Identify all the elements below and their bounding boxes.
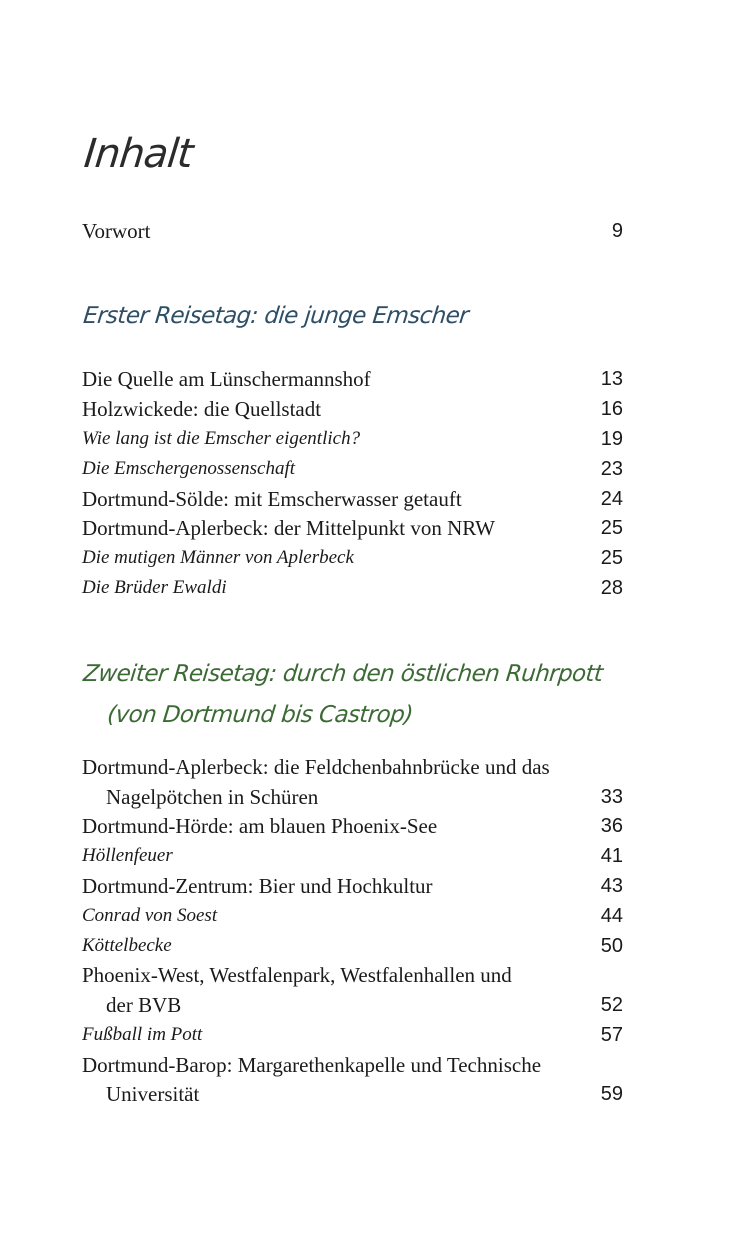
toc-entry[interactable] [82, 1050, 623, 1080]
toc-entry-title: Vorwort [82, 219, 151, 243]
toc-entry[interactable] [82, 424, 623, 454]
toc-entry-page: 36 [600, 815, 623, 837]
toc-entry[interactable] [82, 394, 623, 424]
toc-entry[interactable] [82, 931, 623, 961]
toc-entry[interactable] [82, 901, 623, 931]
toc-entry-title: Dortmund-Sölde: mit Emscherwasser getauft [82, 487, 462, 511]
toc-entry-page: 13 [600, 368, 623, 390]
toc-entry-title: Die Quelle am Lünschermannshof [82, 367, 371, 391]
toc-entry-page: 41 [600, 845, 623, 867]
toc-entry[interactable] [82, 543, 623, 573]
toc-entry[interactable] [82, 484, 623, 514]
section-heading-day-2-subtitle: (von Dortmund bis Castrop) [106, 702, 414, 728]
toc-entry[interactable] [82, 364, 623, 394]
toc-entry-continuation[interactable] [82, 782, 623, 812]
toc-entry-title: Die mutigen Männer von Aplerbeck [82, 547, 354, 568]
toc-entry-page: 23 [600, 458, 623, 480]
toc-entry-page: 44 [600, 905, 623, 927]
toc-entry-page: 43 [600, 875, 623, 897]
toc-entry[interactable] [82, 960, 623, 990]
toc-entry-title: Die Brüder Ewaldi [82, 577, 227, 598]
toc-entry-title: Höllenfeuer [82, 845, 173, 866]
toc-entry[interactable] [82, 573, 623, 603]
section-heading-day-1: Erster Reisetag: die junge Emscher [82, 303, 470, 329]
toc-entry-page: 25 [600, 517, 623, 539]
toc-entry-title: der BVB [106, 993, 182, 1017]
toc-entry-title: Köttelbecke [82, 935, 172, 956]
toc-entry-title: Dortmund-Aplerbeck: der Mittelpunkt von NRW [82, 516, 495, 540]
toc-entry-page: 59 [600, 1083, 623, 1105]
toc-entry-title: Conrad von Soest [82, 905, 218, 926]
toc-entry-page: 16 [600, 398, 623, 420]
toc-entry-continuation[interactable] [82, 1079, 623, 1109]
toc-entry-title: Phoenix-West, Westfalenpark, Westfalenhallen und [82, 963, 512, 987]
toc-entry-title: Dortmund-Zentrum: Bier und Hochkultur [82, 874, 433, 898]
toc-entry[interactable] [82, 752, 623, 782]
toc-entry-page: 19 [600, 428, 623, 450]
toc-entry[interactable] [82, 513, 623, 543]
toc-entry-continuation[interactable] [82, 990, 623, 1020]
toc-entry-title: Universität [106, 1082, 200, 1106]
toc-entry-page: 28 [600, 577, 623, 599]
toc-entry[interactable] [82, 454, 623, 484]
toc-entry-page: 24 [600, 488, 623, 510]
toc-entry[interactable] [82, 841, 623, 871]
section-heading-day-2: Zweiter Reisetag: durch den östlichen Ruhrpott [82, 661, 604, 687]
toc-entry-page: 57 [600, 1024, 623, 1046]
toc-entry-page: 33 [600, 786, 623, 808]
toc-entry-title: Dortmund-Hörde: am blauen Phoenix-See [82, 814, 438, 838]
toc-entry-page: 25 [600, 547, 623, 569]
toc-entry-title: Dortmund-Barop: Margarethenkapelle und Technische [82, 1053, 542, 1077]
toc-entry-title: Holzwickede: die Quellstadt [82, 397, 322, 421]
toc-entry-page: 52 [600, 994, 623, 1016]
toc-entry-page: 9 [611, 220, 623, 242]
toc-entry-title: Fußball im Pott [82, 1024, 203, 1045]
toc-entry-vorwort[interactable] [82, 216, 623, 246]
page-title: Inhalt [82, 130, 195, 177]
toc-entry[interactable] [82, 871, 623, 901]
toc-entry-title: Dortmund-Aplerbeck: die Feldchenbahnbrücke und das [82, 755, 550, 779]
toc-entry-page: 50 [600, 935, 623, 957]
toc-entry-title: Nagelpötchen in Schüren [106, 785, 319, 809]
toc-entry-title: Wie lang ist die Emscher eigentlich? [82, 428, 361, 449]
toc-entry[interactable] [82, 1020, 623, 1050]
toc-entry[interactable] [82, 811, 623, 841]
toc-entry-title: Die Emschergenossenschaft [82, 458, 295, 479]
